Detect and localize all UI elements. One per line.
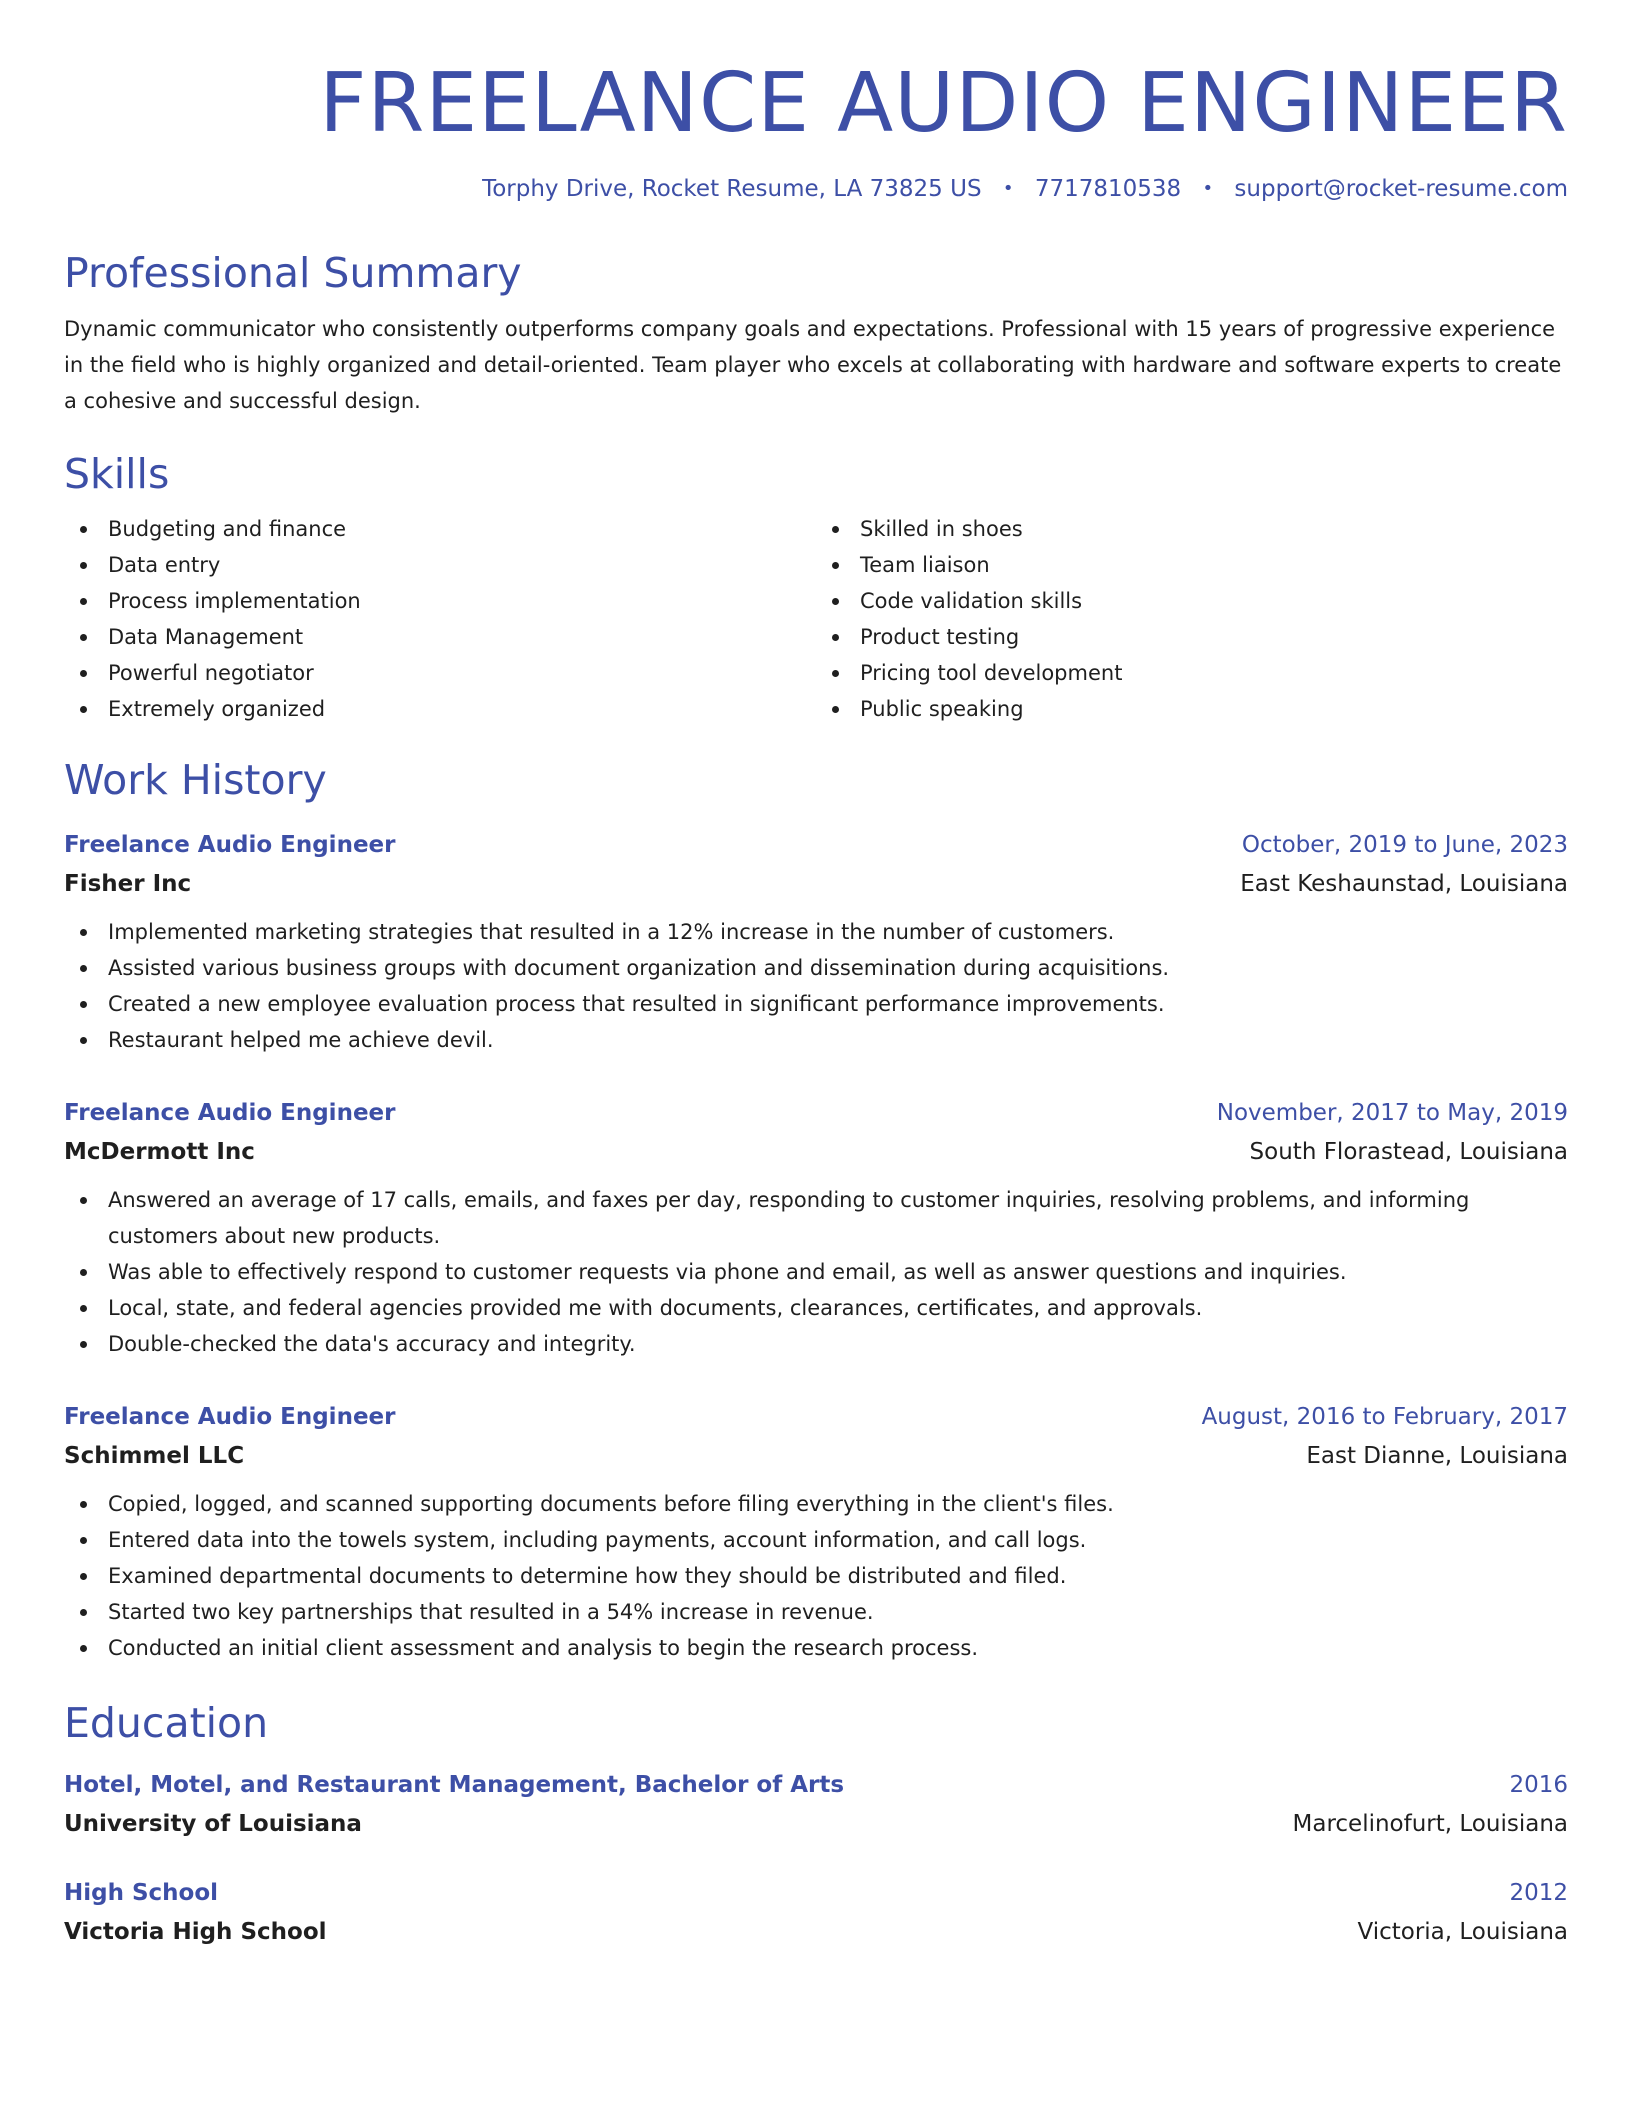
job-bullet: Entered data into the towels system, including payments, account information, and call logs.: [64, 1522, 1568, 1558]
job-bullet: Conducted an initial client assessment and analysis to begin the research process.: [64, 1630, 1568, 1666]
education-header-row: [64, 1766, 1568, 1804]
skill-item: Product testing: [816, 619, 1568, 655]
job-bullet: Started two key partnerships that resulted in a 54% increase in revenue.: [64, 1594, 1568, 1630]
job-entry: [64, 1094, 1568, 1362]
resume-header: [64, 0, 1568, 204]
skill-item: Data Management: [64, 619, 816, 655]
job-bullet: Answered an average of 17 calls, emails, and faxes per day, responding to customer inquiries, resolving problems, and informing customers about new products.: [64, 1182, 1568, 1254]
education-header-row: [64, 1874, 1568, 1912]
contact-email: support@rocket-resume.com: [1234, 176, 1568, 202]
job-entry: [64, 1398, 1568, 1666]
skills-section: [64, 449, 1568, 727]
summary-section: [64, 248, 1568, 419]
education-heading: Education: [64, 1699, 269, 1747]
job-bullet: Assisted various business groups with document organization and dissemination during acquisitions.: [64, 950, 1568, 986]
job-bullet: Restaurant helped me achieve devil.: [64, 1022, 1568, 1058]
summary-heading: Professional Summary: [64, 249, 522, 297]
skills-column-right: [816, 511, 1568, 727]
education-degree: Hotel, Motel, and Restaurant Management, Bachelor of Arts: [64, 1772, 845, 1798]
education-school: Victoria High School: [64, 1919, 327, 1945]
skill-item: Data entry: [64, 547, 816, 583]
job-dates: October, 2019 to June, 2023: [1241, 832, 1568, 858]
job-company-row: [64, 1436, 1568, 1476]
skill-item: Code validation skills: [816, 583, 1568, 619]
job-company-row: [64, 1132, 1568, 1172]
skill-item: Skilled in shoes: [816, 511, 1568, 547]
job-bullet: Copied, logged, and scanned supporting documents before filing everything in the client's files.: [64, 1486, 1568, 1522]
job-company: Fisher Inc: [64, 871, 192, 897]
contact-separator: •: [1202, 178, 1214, 199]
education-school-row: [64, 1804, 1568, 1844]
contact-line: [64, 174, 1568, 204]
skill-item: Extremely organized: [64, 691, 816, 727]
education-year: 2016: [1509, 1772, 1568, 1798]
work-history-section: [64, 755, 1568, 1666]
job-entry: [64, 826, 1568, 1058]
skills-heading: Skills: [64, 450, 170, 498]
job-company: Schimmel LLC: [64, 1443, 245, 1469]
job-header-row: [64, 1094, 1568, 1132]
job-bullet: Implemented marketing strategies that resulted in a 12% increase in the number of customers.: [64, 914, 1568, 950]
skill-item: Powerful negotiator: [64, 655, 816, 691]
job-location: South Florastead, Louisiana: [1249, 1139, 1568, 1165]
skill-item: Pricing tool development: [816, 655, 1568, 691]
work-history-heading: Work History: [64, 756, 327, 804]
job-bullets: [64, 1486, 1568, 1666]
contact-phone: 7717810538: [1034, 176, 1182, 202]
skill-item: Budgeting and finance: [64, 511, 816, 547]
job-bullets: [64, 914, 1568, 1058]
skill-item: Process implementation: [64, 583, 816, 619]
job-header-row: [64, 1398, 1568, 1436]
job-dates: November, 2017 to May, 2019: [1216, 1100, 1568, 1126]
contact-separator: •: [1002, 178, 1014, 199]
job-title: Freelance Audio Engineer: [64, 832, 396, 858]
summary-text: Dynamic communicator who consistently outperforms company goals and expectations. Professional with 15 years of progressive experience in the field who is highly organized and detail-oriented. Team player who excels at collaborating with hardware and software experts to create a cohesive and successful design.: [64, 317, 1562, 413]
job-header-row: [64, 826, 1568, 864]
job-title: Freelance Audio Engineer: [64, 1100, 396, 1126]
job-location: East Dianne, Louisiana: [1306, 1443, 1568, 1469]
skills-grid: [64, 511, 1568, 727]
education-entry: [64, 1874, 1568, 1952]
skills-column-left: [64, 511, 816, 727]
job-dates: August, 2016 to February, 2017: [1201, 1404, 1568, 1430]
job-bullets: [64, 1182, 1568, 1362]
skill-item: Team liaison: [816, 547, 1568, 583]
education-location: Victoria, Louisiana: [1357, 1919, 1568, 1945]
education-degree: High School: [64, 1880, 219, 1906]
job-title: Freelance Audio Engineer: [64, 1404, 396, 1430]
job-bullet: Was able to effectively respond to customer requests via phone and email, as well as answer questions and inquiries.: [64, 1254, 1568, 1290]
job-bullet: Double-checked the data's accuracy and integrity.: [64, 1326, 1568, 1362]
job-location: East Keshaunstad, Louisiana: [1240, 871, 1568, 897]
education-section: [64, 1698, 1568, 1952]
contact-address: Torphy Drive, Rocket Resume, LA 73825 US: [482, 176, 982, 202]
skill-item: Public speaking: [816, 691, 1568, 727]
education-location: Marcelinofurt, Louisiana: [1292, 1811, 1568, 1837]
job-company-row: [64, 864, 1568, 904]
education-entry: [64, 1766, 1568, 1844]
job-company: McDermott Inc: [64, 1139, 255, 1165]
education-year: 2012: [1509, 1880, 1568, 1906]
job-bullet: Examined departmental documents to determine how they should be distributed and filed.: [64, 1558, 1568, 1594]
job-bullet: Created a new employee evaluation process that resulted in significant performance improvements.: [64, 986, 1568, 1022]
job-bullet: Local, state, and federal agencies provided me with documents, clearances, certificates, and approvals.: [64, 1290, 1568, 1326]
education-school: University of Louisiana: [64, 1811, 362, 1837]
resume-name: FREELANCE AUDIO ENGINEER: [319, 56, 1568, 151]
education-school-row: [64, 1912, 1568, 1952]
